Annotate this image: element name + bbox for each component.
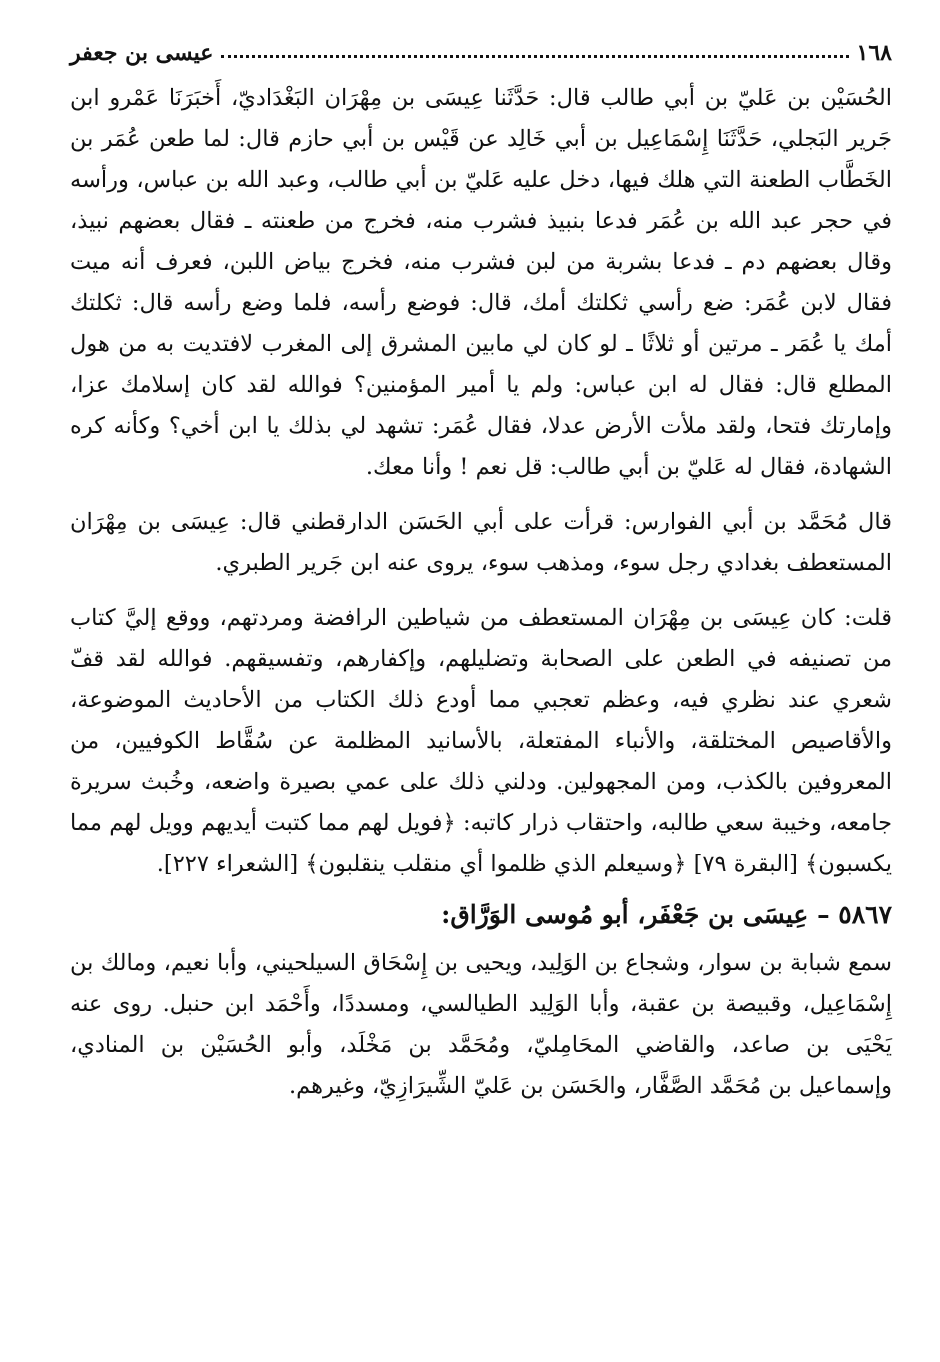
paragraph-author-note: قلت: كان عِيسَى بن مِهْرَان المستعطف من شياطين الرافضة ومردتهم، ووقع إليَّ كتاب من تصنيفه في الطعن على الصحابة وتضليلهم، وإكفارهم، وتفسيقهم. فوالله لقد قفّ شعري عند نظري فيه، وعظم تعجبي مما أودع ذلك الكتاب من الأحاديث الموضوعة، والأقاصيص المختلقة، والأنباء المفتعلة، بالأسانيد المظلمة عن سُقَّاط الكوفيين، من المعروفين بالكذب، ومن المجهولين. ودلني ذلك على عمي بصيرة واضعه، وخُبث سريرة جامعه، وخيبة سعي طالبه، واحتقاب ذرار كاتبه: ﴿فويل لهم مما كتبت أيديهم وويل لهم مما يكسبون﴾ [البقرة ٧٩] ﴿وسيعلم الذي ظلموا أي منقلب ينقلبون﴾ [الشعراء ٢٢٧]. bbox=[70, 605, 892, 877]
entry-number: ٥٨٦٧ bbox=[838, 900, 892, 929]
entry-title: عِيسَى بن جَعْفَر، أبو مُوسى الوَرَّاق: bbox=[441, 900, 809, 929]
paragraph-narration: الحُسَيْن بن عَليّ بن أبي طالب قال: حَدَّثَنا عِيسَى بن مِهْرَان البَغْدَاديّ، أَخبَرَنَا عَمْرو ابن جَرير البَجلي، حَدَّثَنَا إِسْمَاعِيل بن أبي خَالِد عن قَيْس بن أبي حازم قال: لما طعن عُمَر بن الخَطَّاب الطعنة التي هلك فيها، دخل عليه عَليّ بن أبي طالب، وعبد الله بن عباس، ورأسه في حجر عبد الله بن عُمَر فدعا بنبيذ فشرب منه، فخرج من طعنته ـ فقال بعضهم نبيذ، وقال بعضهم دم ـ فدعا بشربة من لبن فشرب منه، فخرج بياض اللبن، فعرف أنه ميت فقال لابن عُمَر: ضع رأسي ثكلتك أمك، قال: فوضع رأسه، فلما وضع رأسه قال: ثكلتك أمك يا عُمَر ـ مرتين أو ثلاثًا ـ لو كان لي مابين المشرق إلى المغرب لافتديت به من هول المطلع قال: فقال له ابن عباس: ولم يا أمير المؤمنين؟ فوالله لقد كان إسلامك عزا، وإمارتك فتحا، ولقد ملأت الأرض عدلا، فقال عُمَر: تشهد لي بذلك يا ابن أخي؟ وكأنه كره الشهادة، فقال له عَليّ بن أبي طالب: قل نعم ! وأنا معك. bbox=[70, 85, 892, 480]
page-header bbox=[70, 30, 892, 76]
running-title: عيسى بن جعفر bbox=[70, 40, 214, 66]
header-dotted-leader bbox=[221, 55, 848, 58]
book-page bbox=[70, 30, 892, 1330]
entry-separator: – bbox=[817, 900, 830, 929]
page-number: ١٦٨ bbox=[856, 40, 892, 66]
paragraph-entry-body: سمع شبابة بن سوار، وشجاع بن الوَلِيد، ويحيى بن إِسْحَاق السيلحيني، وأبا نعيم، ومالك بن إِسْمَاعِيل، وقبيصة بن عقبة، وأبا الوَلِيد الطيالسي، ومسددًا، وأَحْمَد ابن حنبل. روى عنه يَحْيَى بن صاعد، والقاضي المحَامِليّ، ومُحَمَّد بن مَخْلَد، وأبو الحُسَيْن بن المنادي، وإسماعيل بن مُحَمَّد الصَّفَّار، والحَسَن بن عَليّ الشِّيرَازِيّ، وغيرهم. bbox=[70, 950, 892, 1099]
paragraph-daraqutni: قال مُحَمَّد بن أبي الفوارس: قرأت على أبي الحَسَن الدارقطني قال: عِيسَى بن مِهْرَان المستعطف بغدادي رجل سوء، ومذهب سوء، يروى عنه ابن جَرير الطبري. bbox=[70, 509, 892, 576]
entry-heading bbox=[70, 893, 892, 937]
